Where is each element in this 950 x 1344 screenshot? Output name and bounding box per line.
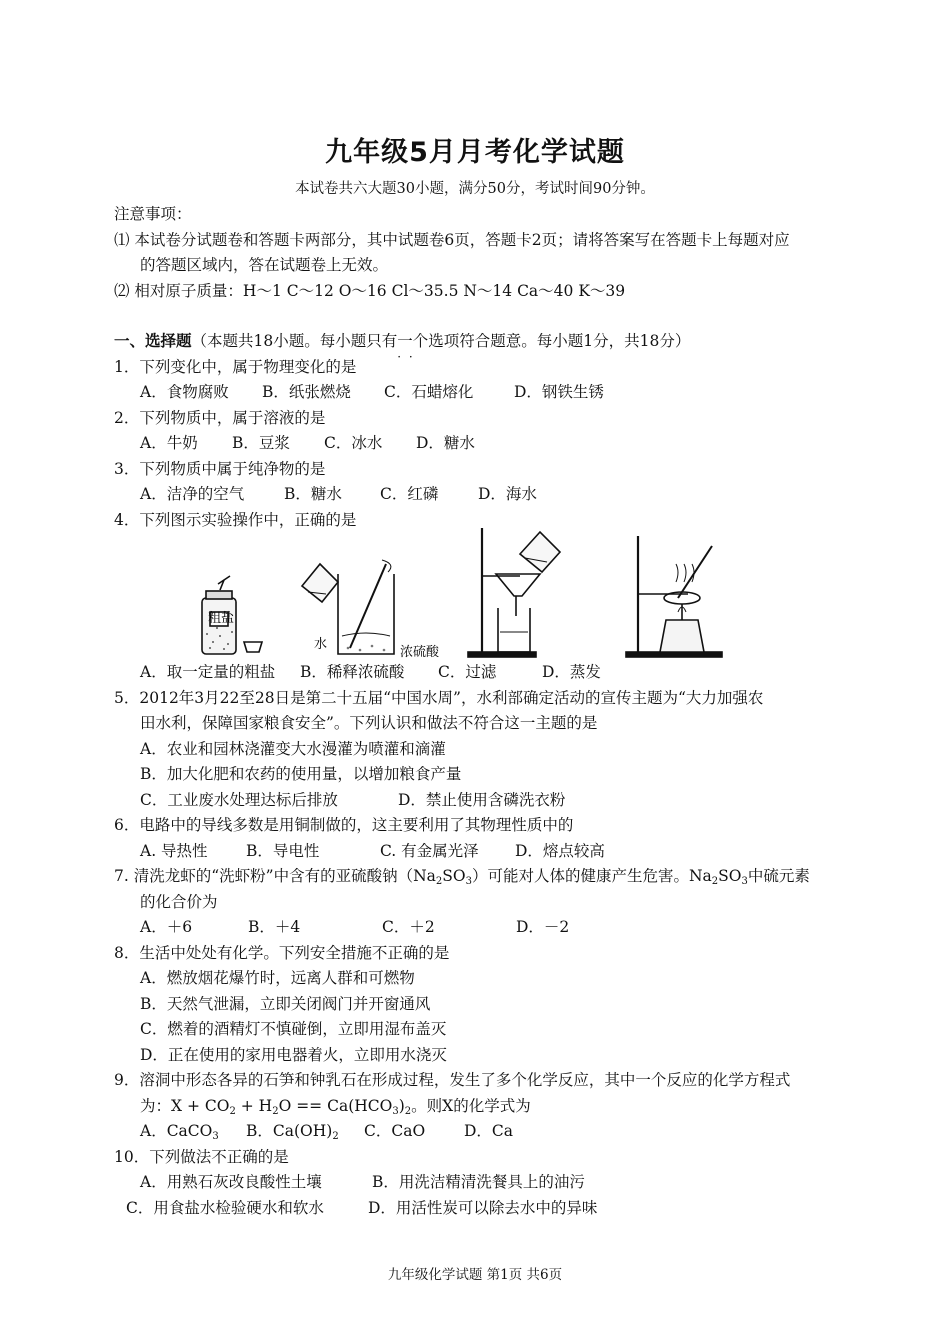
question-9-equation — [140, 1095, 531, 1123]
q3-option-d: D．海水 — [478, 485, 537, 503]
q6-option-d: D．熔点较高 — [515, 842, 605, 860]
q6-option-b: B．导电性 — [246, 842, 320, 860]
note-2-atomic-masses: ⑵ 相对原子质量：H～1 C～12 O～16 Cl～35.5 N～14 Ca～40 K～39 — [114, 282, 626, 300]
note-1-line-2: 的答题区域内，答在试题卷上无效。 — [140, 256, 389, 274]
notes-heading: 注意事项： — [114, 205, 192, 223]
q9-eq-part-2: + H — [235, 1097, 273, 1115]
question-5-line-1: 5．2012年3月22至28日是第二十五届“中国水周”，水利部确定活动的宣传主题为“大力加强农 — [114, 689, 764, 707]
section-1-desc-a: （本题共18小题。每小题只有 — [191, 332, 398, 350]
small-dish — [244, 642, 262, 652]
q4-option-b: B．稀释浓硫酸 — [300, 663, 405, 681]
q7-option-a: A．＋6 — [140, 918, 193, 936]
page-footer: 九年级化学试题 第1页 共6页 — [387, 1267, 563, 1283]
q3-option-a: A．洁净的空气 — [140, 485, 245, 503]
water-label: 水 — [314, 637, 328, 652]
lab-operations-figure — [190, 524, 730, 662]
question-3: 3．下列物质中属于纯净物的是 — [114, 460, 326, 478]
question-10-options-ab — [140, 1171, 585, 1193]
q8-option-c: C．燃着的酒精灯不慎碰倒，立即用湿布盖灭 — [140, 1020, 447, 1038]
page-title: 九年级5月月考化学试题 — [325, 137, 625, 168]
question-7-line-1 — [114, 865, 810, 893]
q9-option-c: C．CaO — [364, 1122, 426, 1140]
q5-option-a: A．农业和园林浇灌变大水漫灌为喷灌和滴灌 — [140, 740, 446, 758]
q5-option-b: B．加大化肥和农药的使用量，以增加粮食产量 — [140, 765, 462, 783]
q8-option-a: A．燃放烟花爆竹时，远离人群和可燃物 — [140, 969, 415, 987]
q1-option-d: D．钢铁生锈 — [514, 383, 604, 401]
q2-option-c: C．冰水 — [324, 434, 383, 452]
q3-option-b: B．糖水 — [284, 485, 342, 503]
q2-option-d: D．糖水 — [416, 434, 475, 452]
lab-apparatus-illustration — [190, 524, 730, 662]
q3-option-c: C．红磷 — [380, 485, 439, 503]
q7-option-d: D．－2 — [516, 918, 570, 936]
section-1-desc-b: 选项符合题意。每小题1分，共18分） — [428, 332, 691, 350]
question-4-options — [140, 661, 601, 683]
q1-option-c: C．石蜡熔化 — [384, 383, 474, 401]
crude-salt-label: 粗盐 — [208, 611, 235, 626]
q9-eq-sub-4: 2 — [404, 1106, 412, 1117]
q7-option-b: B．＋4 — [248, 918, 301, 936]
q9-eq-part-4: ) — [398, 1097, 405, 1115]
question-7-options — [140, 916, 569, 938]
q7-text-part-4: SO — [718, 867, 742, 885]
q9-eq-sub-1: 2 — [229, 1106, 236, 1117]
q9-option-d: D．Ca — [464, 1122, 514, 1140]
q7-text-part-2: SO — [442, 867, 466, 885]
q9-option-b — [246, 1120, 364, 1148]
q9-eq-part-3: O == Ca(HCO — [278, 1097, 393, 1115]
q2-option-a: A．牛奶 — [140, 434, 198, 452]
question-6-options — [140, 840, 605, 862]
q7-subscript-3: 2 — [711, 876, 719, 887]
q1-option-b: B．纸张燃烧 — [262, 383, 351, 401]
q5-option-c: C．工业废水处理达标后排放 — [140, 791, 338, 809]
q9-option-a-sub: 3 — [212, 1131, 219, 1142]
section-1-emphasis: 一个 · · — [397, 332, 428, 350]
q9-eq-sub-2: 2 — [272, 1106, 279, 1117]
q8-option-b: B．天然气泄漏，立即关闭阀门并开窗通风 — [140, 995, 431, 1013]
exam-subtitle: 本试卷共六大题30小题，满分50分，考试时间90分钟。 — [295, 181, 655, 197]
q7-option-c: C．＋2 — [382, 918, 435, 936]
question-8: 8．生活中处处有化学。下列安全措施不正确的是 — [114, 944, 450, 962]
question-6: 6．电路中的导线多数是用铜制做的，这主要利用了其物理性质中的 — [114, 816, 574, 834]
q9-option-b-sub: 2 — [332, 1131, 339, 1142]
q8-option-d: D．正在使用的家用电器着火，立即用水浇灭 — [140, 1046, 447, 1064]
question-2-options — [140, 432, 475, 454]
note-1-line-1: ⑴ 本试卷分试题卷和答题卡两部分，其中试题卷6页，答题卡2页；请将答案写在答题卡上每题对应 — [114, 231, 790, 249]
q7-subscript-1: 2 — [435, 876, 443, 887]
q6-option-a: A. 导热性 — [140, 842, 208, 860]
q9-eq-sub-3: 3 — [392, 1106, 399, 1117]
evaporation-setup — [626, 536, 722, 657]
q9-eq-part-1: 为：X + CO — [140, 1097, 230, 1115]
question-1-options — [140, 381, 604, 403]
q4-option-a: A．取一定量的粗盐 — [140, 663, 276, 681]
q4-option-c: C．过滤 — [438, 663, 497, 681]
filtration-setup — [468, 528, 560, 657]
q2-option-b: B．豆浆 — [232, 434, 290, 452]
q9-eq-part-5: 。则X的化学式为 — [411, 1097, 531, 1115]
q4-option-d: D．蒸发 — [542, 663, 601, 681]
q6-option-c: C. 有金属光泽 — [380, 842, 479, 860]
q10-option-d: D．用活性炭可以除去水中的异味 — [368, 1199, 598, 1217]
question-9-line-1: 9．溶洞中形态各异的石笋和钟乳石在形成过程，发生了多个化学反应，其中一个反应的化学方程式 — [114, 1071, 791, 1089]
question-3-options — [140, 483, 537, 505]
section-1-label: 一、选择题 — [114, 332, 192, 350]
q5-options-cd — [140, 789, 565, 811]
question-5-line-2: 田水利，保障国家粮食安全”。下列认识和做法不符合这一主题的是 — [140, 714, 598, 732]
q9-option-a-text: A．CaCO — [140, 1122, 213, 1140]
q10-option-a: A．用熟石灰改良酸性土壤 — [140, 1173, 322, 1191]
q7-subscript-4: 3 — [741, 876, 748, 887]
q9-option-a — [140, 1120, 246, 1148]
question-4: 4．下列图示实验操作中，正确的是 — [114, 511, 357, 529]
section-1-heading — [114, 330, 690, 352]
q9-option-b-text: B．Ca(OH) — [246, 1122, 333, 1140]
question-10: 10．下列做法不正确的是 — [114, 1148, 289, 1166]
q10-option-b: B．用洗洁精清洗餐具上的油污 — [372, 1173, 585, 1191]
question-10-options-cd — [126, 1197, 597, 1219]
question-1: 1．下列变化中，属于物理变化的是 — [114, 358, 357, 376]
question-9-options — [140, 1120, 513, 1148]
concentrated-acid-label: 浓硫酸 — [400, 645, 440, 660]
q10-option-c: C．用食盐水检验硬水和软水 — [126, 1199, 324, 1217]
q7-text-part-1: 7. 清洗龙虾的“洗虾粉”中含有的亚硫酸钠（Na — [114, 867, 436, 885]
q7-subscript-2: 3 — [465, 876, 472, 887]
q1-option-a: A．食物腐败 — [140, 383, 229, 401]
q5-option-d: D．禁止使用含磷洗衣粉 — [398, 791, 566, 809]
q7-text-part-3: ）可能对人体的健康产生危害。Na — [471, 867, 712, 885]
q7-text-part-5: 中硫元素 — [747, 867, 810, 885]
question-2: 2．下列物质中，属于溶液的是 — [114, 409, 326, 427]
question-7-line-2: 的化合价为 — [140, 893, 218, 911]
